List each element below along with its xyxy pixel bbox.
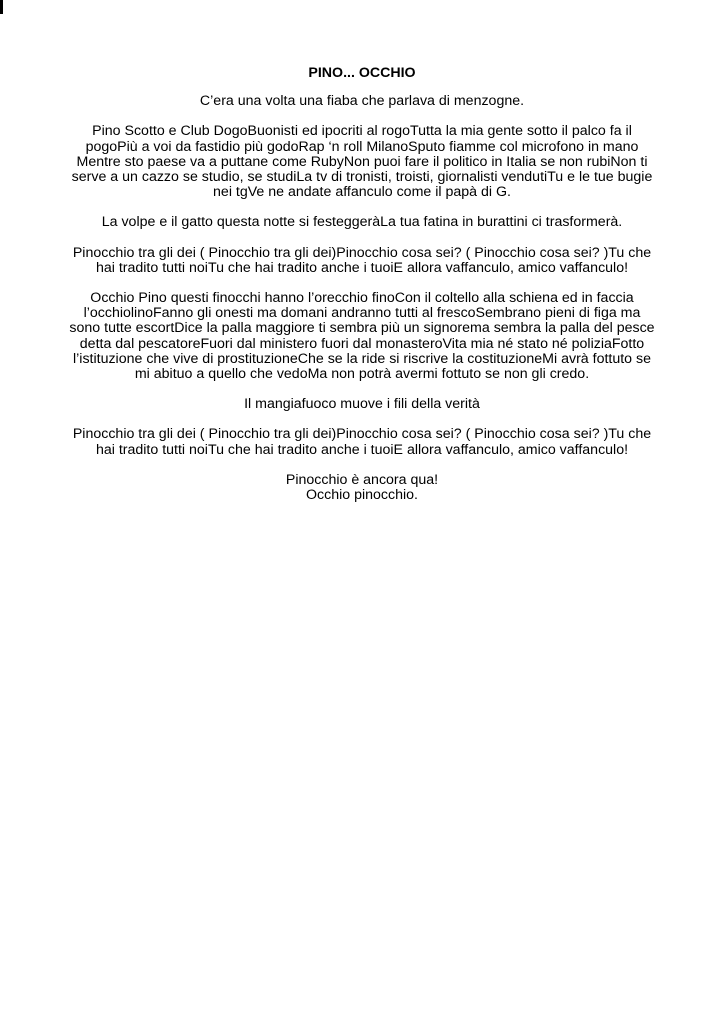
stanza-verse-1 (68, 124, 656, 200)
document-title: PINO... OCCHIO (308, 65, 416, 81)
stanza-line: Occhio pinocchio. (306, 487, 418, 504)
stanza-pre-chorus-1 (68, 215, 656, 230)
stanza-line: Il mangiafuoco muove i fili della verità (244, 396, 480, 413)
stanza-chorus-1 (68, 246, 656, 276)
stanza-line: C’era una volta una fiaba che parlava di menzogne. (199, 93, 525, 110)
lyrics-document (68, 66, 656, 518)
stanza-outro (68, 473, 656, 503)
stanza-line: Pino Scotto e Club DogoBuonisti ed ipocriti al rogoTutta la mia gente sotto il palco fa il pogoPiù a voi da fastidio più godoRap ‘n roll MilanoSputo fiamme col microfono in mano Mentre sto paese va a puttane come RubyNon puoi fare il politico in Italia se non rubiNon ti serve a un cazzo se studio, se studiLa tv di tronisti, troisti, giornalisti vendutiTu e le tue bugie nei tgVe ne andate affanculo come il papà di G. (71, 123, 653, 201)
stanza-pre-chorus-2 (68, 397, 656, 412)
stanza-intro (68, 94, 656, 109)
stanza-line: Pinocchio è ancora qua! (285, 471, 439, 488)
stanza-line: Pinocchio tra gli dei ( Pinocchio tra gli dei)Pinocchio cosa sei? ( Pinocchio cosa sei? )Tu che hai tradito tutti noiTu che hai tradito anche i tuoiE allora vaffanculo, amico vaffanculo! (72, 426, 652, 458)
stanza-line: La volpe e il gatto questa notte si festeggeràLa tua fatina in burattini ci trasformerà. (101, 214, 623, 231)
stanza-verse-2 (68, 291, 656, 382)
stanza-chorus-2 (68, 427, 656, 457)
page-corner-mark (0, 0, 3, 14)
stanza-line: Occhio Pino questi finocchi hanno l’orecchio finoCon il coltello alla schiena ed in faccia l’occhiolinoFanno gli onesti ma domani andranno tutti al frescoSembrano pieni di figa ma sono tutte escortDice la palla maggiore ti sembra più un signorema sembra la palla del pesce detta dal pescatoreFuori dal ministero fuori dal monasteroVita mia né stato né poliziaFotto l’istituzione che vive di prostituzioneChe se la ride si riscrive la costituzioneMi avrà fottuto se mi abituo a quello che vedoMa non potrà avermi fottuto se non gli credo. (69, 290, 655, 383)
stanza-line: Pinocchio tra gli dei ( Pinocchio tra gli dei)Pinocchio cosa sei? ( Pinocchio cosa sei? )Tu che hai tradito tutti noiTu che hai tradito anche i tuoiE allora vaffanculo, amico vaffanculo! (72, 244, 652, 276)
